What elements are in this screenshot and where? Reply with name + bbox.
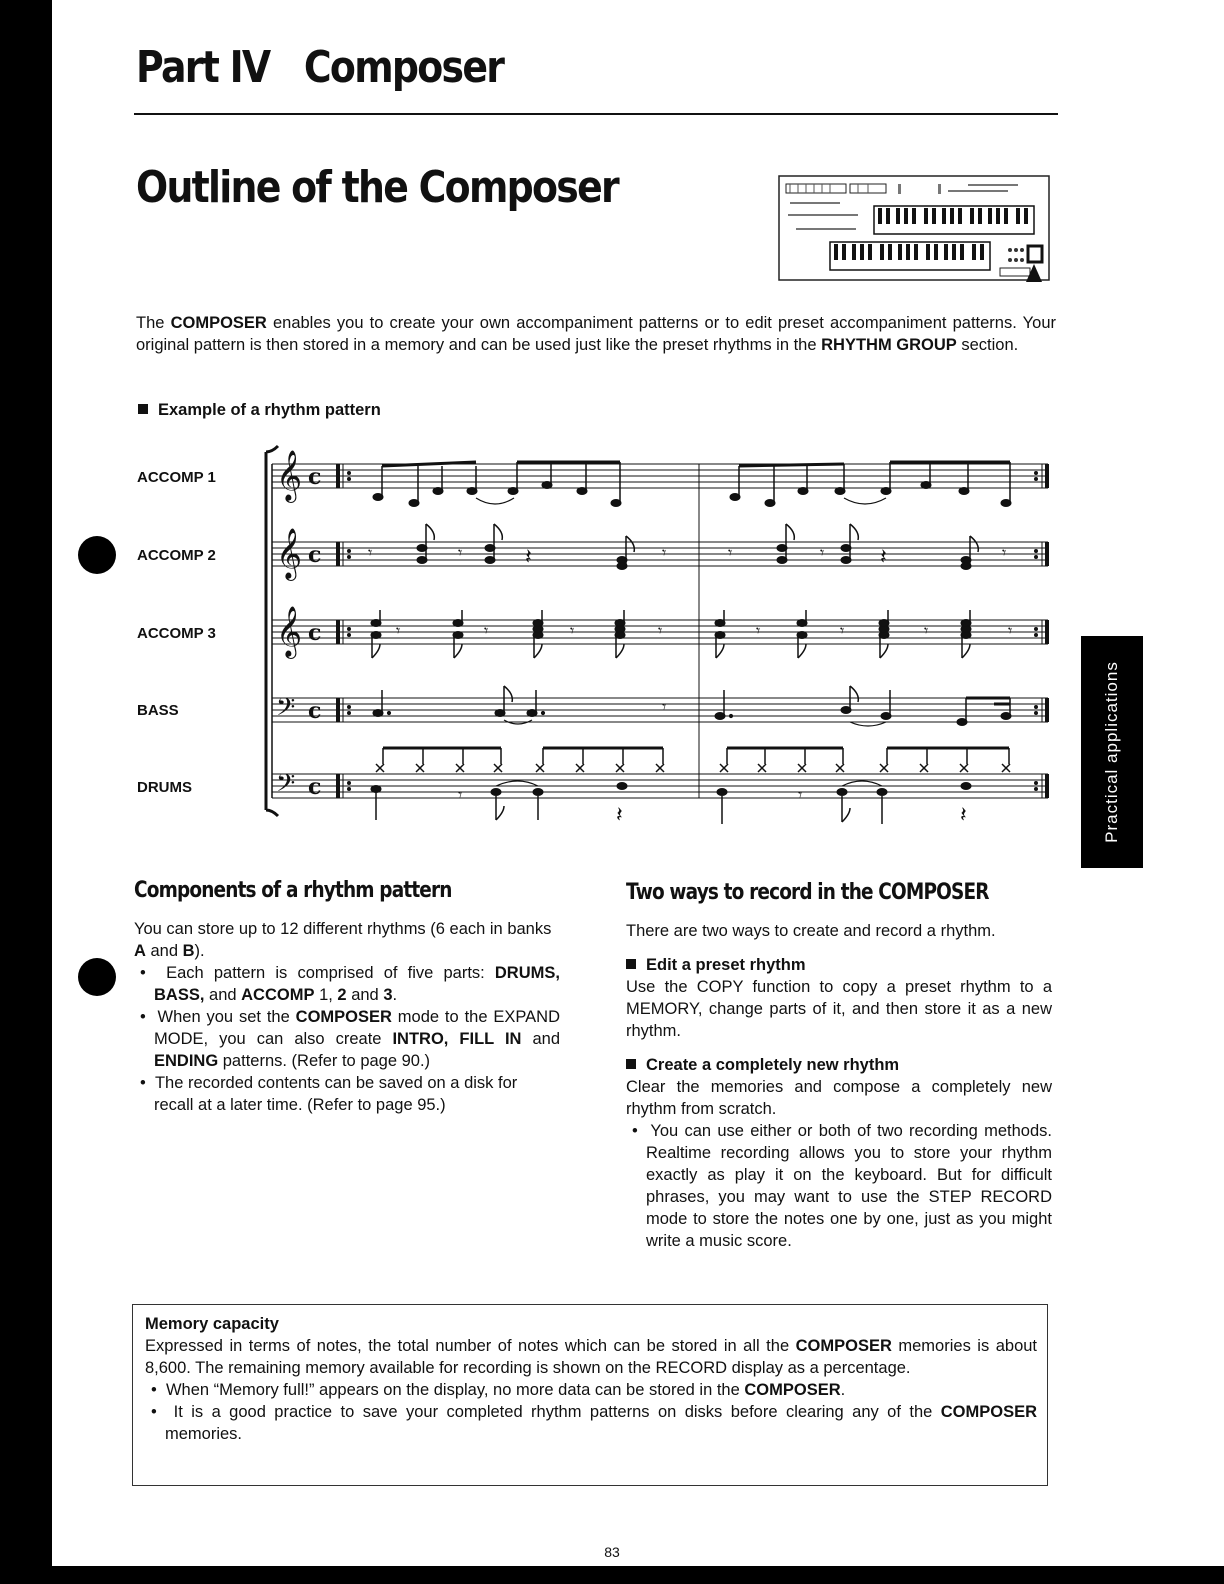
square-bullet-icon [138,404,148,414]
section-title: Outline of the Composer [136,162,618,213]
components-intro: You can store up to 12 different rhythms (6 each in banks A and B). [134,920,552,960]
svg-text:𝄾: 𝄾 [484,621,489,640]
svg-text:𝄽: 𝄽 [880,545,887,570]
staff-drums [272,774,1048,798]
side-tab [1081,636,1143,868]
binder-hole-1 [78,536,116,574]
svg-text:𝄾: 𝄾 [924,621,929,640]
svg-text:𝄾: 𝄾 [570,621,575,640]
memory-bullet-2: • It is a good practice to save your completed rhythm patterns on disks before clearing any of the COMPOSER memories. [151,1403,1037,1443]
left-scan-border [0,0,52,1584]
staff-accomp1 [272,464,1048,488]
svg-text:c: c [308,774,322,800]
svg-text:𝄾: 𝄾 [458,543,463,562]
svg-text:𝄾: 𝄾 [368,543,373,562]
components-bullet-3: • The recorded contents can be saved on a disk for recall at a later time. (Refer to page 95.) [140,1074,518,1114]
memory-capacity-title: Memory capacity [145,1315,279,1333]
square-bullet-icon [626,959,636,969]
staff-label-accomp2: ACCOMP 2 [137,547,216,564]
bottom-scan-border [0,1566,1224,1584]
svg-text:𝄾: 𝄾 [458,785,463,804]
svg-text:𝄾: 𝄾 [840,621,845,640]
svg-text:𝄾: 𝄾 [1002,543,1007,562]
two-ways-intro: There are two ways to create and record a rhythm. [626,922,996,940]
notes-accomp2 [368,524,1006,570]
components-bullet-1: • Each pattern is comprised of five parts: DRUMS, BASS, and ACCOMP 1, 2 and 3. [140,964,560,1004]
svg-text:𝄽: 𝄽 [525,545,532,570]
clefs [276,450,321,804]
svg-text:𝄾: 𝄾 [658,621,663,640]
notes-accomp3 [371,610,1012,658]
staff-label-accomp3: ACCOMP 3 [137,625,216,642]
svg-text:𝄞: 𝄞 [276,606,303,657]
new-rhythm-text: Clear the memories and compose a completely new rhythm from scratch. [626,1078,1052,1118]
staff-accomp2 [272,542,1048,566]
svg-text:𝄞: 𝄞 [276,528,303,579]
svg-text:𝄞: 𝄞 [276,450,303,501]
staff-label-accomp1: ACCOMP 1 [137,469,216,486]
notes-accomp1 [373,462,1011,507]
edit-preset-text: Use the COPY function to copy a preset rhythm to a MEMORY, change parts of it, and then store it as a new rhythm. [626,978,1052,1040]
memory-bullet-1: • When “Memory full!” appears on the display, no more data can be stored in the COMPOSER. [151,1381,846,1399]
svg-text:c: c [308,542,322,568]
title-rule [134,113,1058,115]
components-bullet-2: • When you set the COMPOSER mode to the EXPAND MODE, you can also create INTRO, FILL IN and ENDING patterns. (Refer to page 90.) [140,1008,560,1070]
svg-text:c: c [308,464,322,490]
staff-bass [272,698,1048,722]
example-heading: Example of a rhythm pattern [138,399,381,421]
svg-text:𝄢: 𝄢 [276,769,296,804]
rhythm-score [250,440,1060,830]
page-number: 83 [604,1544,620,1560]
new-rhythm-heading: Create a completely new rhythm [626,1054,1052,1076]
svg-text:𝄾: 𝄾 [798,785,803,804]
recording-methods-bullet: • You can use either or both of two recording methods. Realtime recording allows you to store your rhythm exactly as play it on the keyboard. But for difficult phrases, you may want to use the STEP RECORD mode to store the notes one by one, just as you might write a music score. [632,1122,1052,1250]
edit-preset-heading: Edit a preset rhythm [626,954,1052,976]
notes-drums [371,748,1010,828]
staff-label-drums: DRUMS [137,779,192,796]
svg-text:𝄽: 𝄽 [616,803,623,828]
side-tab-label: Practical applications [1102,661,1121,843]
svg-text:𝄾: 𝄾 [662,697,667,716]
binder-hole-2 [78,958,116,996]
components-body [134,918,560,1116]
svg-text:𝄾: 𝄾 [728,543,733,562]
svg-text:𝄽: 𝄽 [960,803,967,828]
notes-bass [373,686,1011,726]
svg-text:𝄾: 𝄾 [662,543,667,562]
staff-label-bass: BASS [137,702,179,719]
two-ways-body [626,920,1052,1252]
svg-text:𝄾: 𝄾 [1008,621,1013,640]
intro-paragraph: The COMPOSER enables you to create your own accompaniment patterns or to edit preset accompaniment patterns. Your original pattern is then stored in a memory and can be used just like the preset rhythms in the RHYTHM GROUP section. [136,314,1056,354]
svg-text:𝄾: 𝄾 [820,543,825,562]
two-ways-title: Two ways to record in the COMPOSER [626,880,989,905]
svg-text:c: c [308,698,322,724]
svg-text:𝄾: 𝄾 [396,621,401,640]
part-title: Part IV Composer [136,42,504,93]
memory-capacity-content [145,1313,1037,1445]
components-title: Components of a rhythm pattern [134,878,452,903]
keyboard-panel-illustration [778,170,1052,284]
square-bullet-icon [626,1059,636,1069]
svg-text:c: c [308,620,322,646]
memory-capacity-text: Expressed in terms of notes, the total number of notes which can be stored in all the COMPOSER memories is about 8,600. The remaining memory available for recording is shown on the RECORD display as a percentage. [145,1337,1038,1377]
svg-text:𝄾: 𝄾 [756,621,761,640]
memory-capacity-box [132,1304,1048,1486]
svg-text:𝄢: 𝄢 [276,693,296,728]
